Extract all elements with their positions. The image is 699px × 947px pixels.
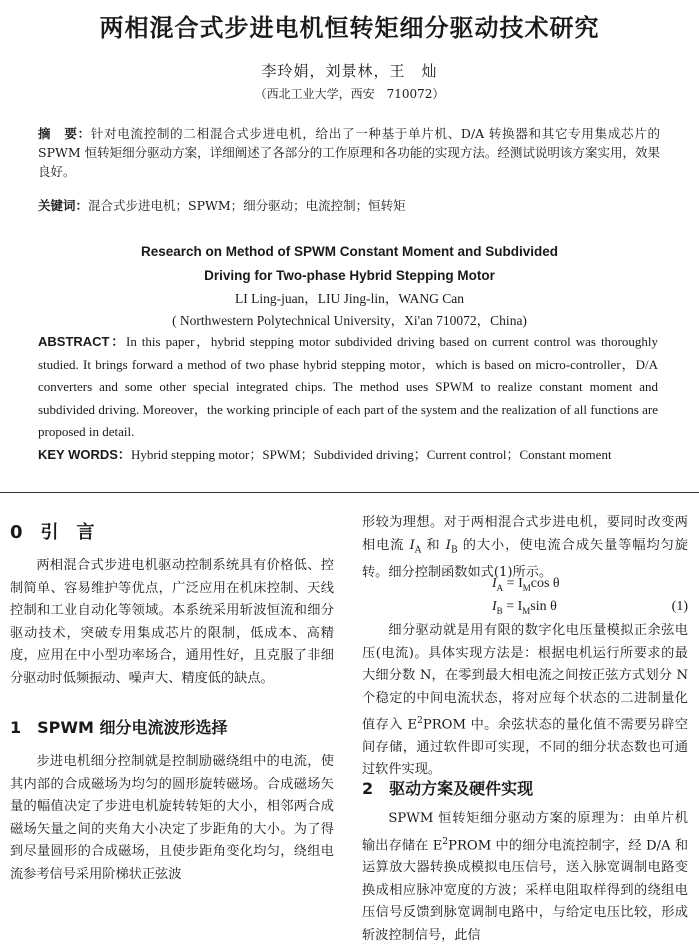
affiliation: （西北工业大学，西安 710072） xyxy=(254,87,445,101)
section-0-body xyxy=(10,555,334,690)
cn-abstract-text: 针对电流控制的二相混合式步进电机，给出了一种基于单片机、D/A 转换器和其它专用集成芯片的 SPWM 恒转矩细分驱动方案，详细阐述了各部分的工作原理和各功能的实现方法。经测试说明该方案实用，效果良好。 xyxy=(38,126,660,179)
paper-title: 两相混合式步进电机恒转矩细分驱动技术研究 xyxy=(99,14,600,42)
text-run: PROM 中的细分电流控制字，经 D/A 和运算放大器转换成模拟电压信号，送入脉宽调制电路变换成相应脉冲宽度的方波；采样电阻取样得到的绕组电压信号反馈到脉宽调制电路中，与给定电压比较，形成斩波控制信号，此信 xyxy=(362,837,689,943)
section-2-heading: 2 驱动方案及硬件实现 xyxy=(362,779,534,798)
var-i: I xyxy=(445,537,451,553)
var-i: I xyxy=(409,537,415,553)
section-1-paragraph: 步进电机细分控制就是控制励磁绕组中的电流，使其内部的合成磁场为均匀的圆形旋转磁场。合成磁场矢量的幅值决定了步进电机旋转转矩的大小，相邻两合成磁场矢量之间的夹角大小决定了步距角的大小。为了得到尽量圆形的合成磁场，且使步距角变化均匀，绕组电流参考信号采用阶梯状正弦波 xyxy=(10,754,334,882)
en-authors: LI Ling-juan，LIU Jing-lin，WANG Can xyxy=(234,291,465,306)
superscript: 2 xyxy=(442,836,449,847)
section-2-paragraph xyxy=(362,808,688,947)
section-1-heading: 1 SPWM 细分电流波形选择 xyxy=(10,718,228,737)
cn-keywords-text: 混合式步进电机；SPWM；细分驱动；电流控制；恒转矩 xyxy=(88,198,406,213)
equation-1b-body xyxy=(492,599,557,616)
para-current-control xyxy=(362,512,688,584)
cn-keywords xyxy=(38,196,660,215)
text-run: SPWM 恒转矩细分驱动方案的原理为：由单片机输出存储在 E xyxy=(362,811,688,853)
subscript: M xyxy=(522,605,531,616)
text-run: 的大小，使电流合成矢量等幅均匀旋转。细分控制函数如式(1)所示。 xyxy=(362,537,688,580)
text-run: 形较为理想。对于两相混合式步进电机，要同时改变两相电流 xyxy=(362,515,688,553)
subscript: M xyxy=(522,582,531,593)
en-keywords-label: KEY WORDS： xyxy=(38,447,131,462)
subscript: A xyxy=(496,582,504,593)
section-divider xyxy=(0,492,699,493)
equation-1a-body xyxy=(492,576,560,593)
en-abstract-text: In this paper，hybrid stepping motor subdivided driving based on current control was thoroughly studied. It brings forward a method of two phase hybrid stepping motor，which is based on micro-controller，D/A converters and some other special integrated chips. The method uses SPWM to realize constant moment and subdivided driving. Moreover，the working principle of each part of the system and the realization of all functions are proposed in detail. xyxy=(38,334,658,439)
en-abstract xyxy=(38,331,658,444)
en-keywords xyxy=(38,444,658,467)
eq-part: sin θ xyxy=(530,599,557,614)
subscript-a: A xyxy=(414,545,422,556)
en-title-line1: Research on Method of SPWM Constant Moment and Subdivided xyxy=(140,244,558,259)
subscript: B xyxy=(496,605,503,616)
authors: 李玲娟，刘景林，王 灿 xyxy=(261,62,438,80)
en-affiliation: ( Northwestern Polytechnical University，Xi'an 710072，China) xyxy=(172,313,527,328)
eq-part: = I xyxy=(503,576,523,591)
section-0-paragraph: 两相混合式步进电机驱动控制系统具有价格低、控制简单、容易维护等优点，广泛应用在机床控制、天线控制和工业自动化等领域。本系统采用斩波恒流和细分驱动技术，突破专用集成芯片的限制，低成本、高精度，应用在中小型功率场合，通用性好，且克服了非细分驱动时低频振动、噪声大、精度低的缺点。 xyxy=(10,558,334,686)
cn-abstract-label: 摘 要： xyxy=(38,126,91,141)
en-title-line2: Driving for Two-phase Hybrid Stepping Motor xyxy=(204,268,495,283)
cn-abstract xyxy=(38,124,660,181)
right-col-paragraph-1 xyxy=(362,512,688,584)
right-col-paragraph-2 xyxy=(362,620,688,782)
var-i: I xyxy=(492,599,497,614)
var-i: I xyxy=(492,576,497,591)
text-run: PROM 中。余弦状态的量化值不需要另辟空间存储，通过软件即可实现，不同的细分状态数也可通过软件实现。 xyxy=(362,717,688,778)
en-abstract-label: ABSTRACT： xyxy=(38,334,126,349)
en-title xyxy=(0,240,699,288)
para-subdivision xyxy=(362,620,688,782)
en-keywords-text: Hybrid stepping motor；SPWM；Subdivided driving；Current control；Constant moment xyxy=(130,447,612,462)
text-run: 细分驱动就是用有限的数字化电压量模拟正余弦电压(电流)。具体实现方法是：根据电机运行所要求的最大细分数 N，在零到最大相电流之间按正弦方式划分 N 个稳定的中间电流状态，将对应每个状态的二进制量化值存入 E xyxy=(362,623,688,733)
section-2-body xyxy=(362,808,688,947)
cn-keywords-label: 关键词： xyxy=(38,198,89,213)
equation-number: (1) xyxy=(671,599,688,614)
eq-part: = I xyxy=(502,599,523,614)
section-0-heading: 0 引 言 xyxy=(10,522,95,543)
eq-part: cos θ xyxy=(530,576,560,591)
text-run: 和 xyxy=(421,537,446,553)
superscript: 2 xyxy=(417,716,423,726)
subscript-b: B xyxy=(450,545,458,556)
section-1-body xyxy=(10,751,334,886)
